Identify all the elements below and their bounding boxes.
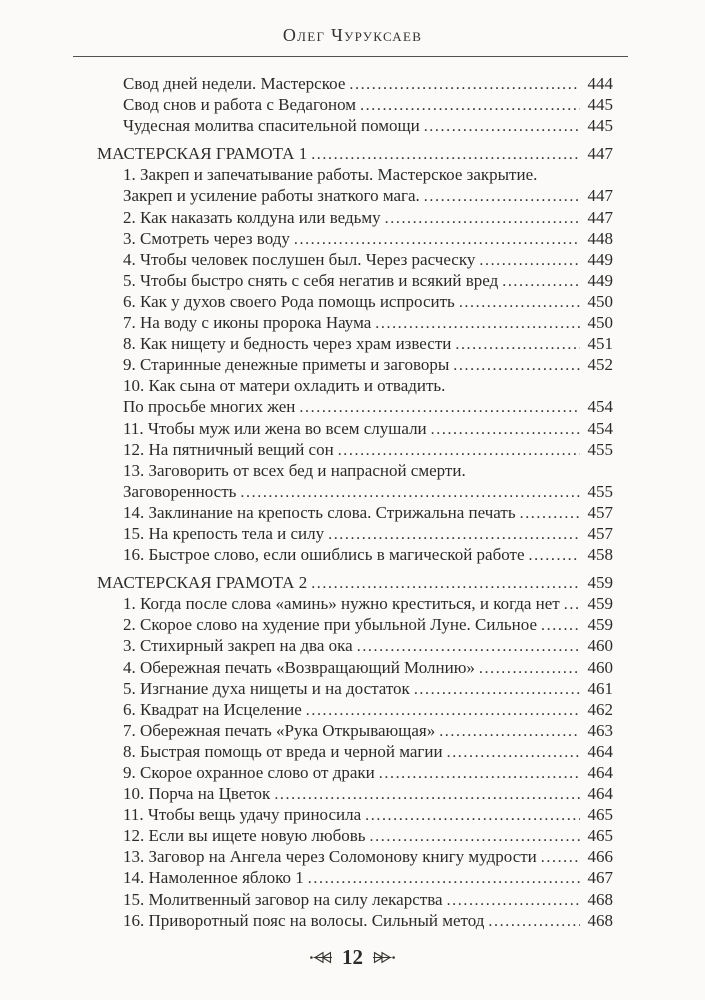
toc-row	[0, 481, 705, 502]
dot-leader	[379, 763, 580, 784]
toc-row	[0, 375, 705, 396]
toc-page-number: 464	[587, 741, 613, 761]
toc-row	[0, 678, 705, 699]
toc-page-number: 466	[587, 847, 613, 867]
toc-entry-title: 16. Быстрое слово, если ошиблись в магической работе	[123, 545, 525, 565]
arrow-fleuron-left-icon	[310, 951, 333, 964]
toc-row	[0, 825, 705, 846]
toc-row	[0, 270, 705, 291]
toc-entry-title: 8. Быстрая помощь от вреда и черной магии	[123, 741, 443, 761]
dot-leader	[365, 805, 580, 826]
toc-page-number: 455	[587, 481, 613, 501]
toc-entry-title: 11. Чтобы муж или жена во всем слушали	[123, 418, 427, 438]
toc-entry-title: 3. Стихирный закреп на два ока	[123, 636, 353, 656]
toc-page-number: 445	[587, 95, 613, 115]
toc-page-number: 460	[587, 636, 613, 656]
toc-row	[0, 73, 705, 94]
toc-page-number: 454	[587, 397, 613, 417]
toc-page-number: 459	[587, 573, 613, 593]
toc-entry-title: 7. Обережная печать «Рука Открывающая»	[123, 720, 436, 740]
toc-page-number: 444	[587, 74, 613, 93]
dot-leader	[385, 208, 580, 229]
header-rule	[73, 56, 628, 57]
toc-entry-title: 15. Молитвенный заговор на силу лекарства	[123, 889, 443, 909]
dot-leader	[424, 116, 580, 137]
toc-entry-title: 2. Скорое слово на худение при убыльной Луне. Сильное	[123, 615, 538, 635]
toc-page-number: 452	[587, 355, 613, 375]
toc-page-number: 447	[587, 186, 613, 206]
dot-leader	[488, 911, 580, 932]
toc-entry-title: 7. На воду с иконы пророка Наума	[123, 313, 372, 333]
toc-page-number: 451	[587, 334, 613, 354]
toc-row	[0, 910, 705, 931]
toc-page-number: 459	[587, 615, 613, 635]
toc-row	[0, 291, 705, 312]
toc-row	[0, 418, 705, 439]
toc-page-number: 461	[587, 678, 613, 698]
toc-entry-title: 5. Чтобы быстро снять с себя негатив и всякий вред	[123, 270, 499, 290]
toc-entry-title: 16. Приворотный пояс на волосы. Сильный метод	[123, 910, 485, 930]
dot-leader	[447, 742, 580, 763]
dot-leader	[306, 700, 580, 721]
toc-entry-title: 5. Изгнание духа нищеты и на достаток	[123, 678, 410, 698]
toc-page-number: 467	[587, 868, 613, 888]
toc-page-number: 455	[587, 439, 613, 459]
dot-leader	[479, 250, 580, 271]
dot-leader	[240, 482, 580, 503]
toc-page-number: 447	[587, 144, 613, 164]
dot-leader	[424, 186, 580, 207]
running-header-author: Олег Чуруксаев	[282, 25, 423, 45]
toc-entry-title: 13. Заговор на Ангела через Соломонову книгу мудрости	[123, 847, 537, 867]
dot-leader	[541, 847, 580, 868]
dot-leader	[431, 419, 580, 440]
toc-page-number: 468	[587, 910, 613, 930]
toc-row	[0, 333, 705, 354]
dot-leader	[328, 524, 580, 545]
toc-section-row	[0, 143, 705, 164]
dot-leader	[375, 313, 580, 334]
toc-page-number: 459	[587, 594, 613, 614]
toc-entry-title: 9. Скорое охранное слово от драки	[123, 763, 375, 782]
toc-row	[0, 889, 705, 910]
toc-entry-title: 12. На пятничный вещий сон	[123, 439, 334, 459]
dot-leader	[528, 545, 580, 566]
dot-leader	[453, 355, 580, 376]
toc-section-row	[0, 572, 705, 593]
toc-row	[0, 544, 705, 565]
toc-page-number: 462	[587, 699, 613, 719]
toc-row	[0, 846, 705, 867]
toc-entry-title: 1. Когда после слова «аминь» нужно креститься, и когда нет	[123, 594, 560, 614]
dot-leader	[357, 636, 580, 657]
toc-entry-title: 15. На крепость тела и силу	[123, 523, 325, 543]
dot-leader	[311, 573, 580, 594]
toc-row	[0, 720, 705, 741]
toc-entry-title: 10. Порча на Цветок	[123, 784, 271, 804]
toc-page-number: 464	[587, 763, 613, 782]
toc-row	[0, 502, 705, 523]
toc-entry-title: 6. Квадрат на Исцеление	[123, 699, 302, 719]
toc-row	[0, 460, 705, 481]
toc-page-number: 463	[587, 720, 613, 740]
dot-leader	[360, 95, 580, 116]
dot-leader	[564, 594, 580, 615]
toc-row	[0, 312, 705, 333]
toc-row	[0, 635, 705, 656]
toc-entry-title: 2. Как наказать колдуна или ведьму	[123, 207, 381, 227]
toc-entry-title: МАСТЕРСКАЯ ГРАМОТА 1	[97, 144, 308, 164]
dot-leader	[414, 679, 580, 700]
dot-leader	[520, 503, 580, 524]
dot-leader	[479, 658, 580, 679]
toc-row	[0, 249, 705, 270]
toc-row	[0, 614, 705, 635]
toc-page-number: 450	[587, 313, 613, 333]
toc-entry-title: Свод снов и работа с Ведагоном	[123, 95, 357, 115]
toc-entry-title: 9. Старинные денежные приметы и заговоры	[123, 355, 450, 375]
dot-leader	[274, 784, 580, 805]
dot-leader	[459, 292, 580, 313]
toc-entry-title: 12. Если вы ищете новую любовь	[123, 826, 366, 846]
arrow-fleuron-right-icon	[372, 951, 395, 964]
toc-page-number: 449	[587, 270, 613, 290]
dot-leader	[338, 440, 580, 461]
dot-leader	[308, 868, 580, 889]
dot-leader	[447, 890, 580, 911]
toc-page-number: 449	[587, 249, 613, 269]
toc-row	[0, 439, 705, 460]
table-of-contents	[0, 73, 705, 931]
toc-page-number: 448	[587, 228, 613, 248]
dot-leader	[294, 229, 580, 250]
dot-leader	[502, 271, 580, 292]
toc-row	[0, 115, 705, 136]
toc-row	[0, 741, 705, 762]
toc-row	[0, 657, 705, 678]
toc-entry-title: 8. Как нищету и бедность через храм извести	[123, 334, 452, 354]
toc-page-number: 464	[587, 784, 613, 804]
toc-page-number: 465	[587, 826, 613, 846]
toc-entry-title: 10. Как сына от матери охладить и отвадить.	[123, 376, 446, 396]
toc-page-number: 457	[587, 502, 613, 522]
toc-entry-title: По просьбе многих жен	[123, 397, 296, 417]
toc-entry-title: Чудесная молитва спасительной помощи	[123, 116, 420, 136]
toc-entry-title: Свод дней недели. Мастерское	[123, 74, 346, 93]
toc-entry-title: 4. Обережная печать «Возвращающий Молнию»	[123, 657, 475, 677]
toc-entry-title: Закреп и усиление работы знаткого мага.	[123, 186, 420, 206]
dot-leader	[455, 334, 580, 355]
toc-row	[0, 164, 705, 185]
toc-entry-title: 1. Закреп и запечатывание работы. Мастерское закрытие.	[123, 165, 538, 185]
dot-leader	[370, 826, 580, 847]
toc-row	[0, 699, 705, 720]
toc-row	[0, 94, 705, 115]
dot-leader	[349, 74, 580, 95]
toc-row	[0, 523, 705, 544]
page-footer	[0, 944, 705, 970]
toc-entry-title: 13. Заговорить от всех бед и напрасной смерти.	[123, 460, 466, 480]
toc-row	[0, 354, 705, 375]
toc-entry-title: МАСТЕРСКАЯ ГРАМОТА 2	[97, 573, 308, 593]
toc-page-number: 458	[587, 545, 613, 565]
toc-page-number: 465	[587, 805, 613, 825]
toc-row	[0, 593, 705, 614]
toc-row	[0, 867, 705, 888]
toc-entry-title: 4. Чтобы человек послушен был. Через расческу	[123, 249, 476, 269]
dot-leader	[439, 721, 580, 742]
toc-page-number: 450	[587, 291, 613, 311]
toc-row	[0, 804, 705, 825]
dot-leader	[299, 397, 580, 418]
dot-leader	[541, 615, 580, 636]
toc-row	[0, 207, 705, 228]
toc-row	[0, 228, 705, 249]
toc-entry-title: 3. Смотреть через воду	[123, 228, 290, 248]
toc-entry-title: 14. Заклинание на крепость слова. Стрижальна печать	[123, 502, 516, 522]
toc-entry-title: 6. Как у духов своего Рода помощь испросить	[123, 291, 455, 311]
toc-page-number: 460	[587, 657, 613, 677]
toc-page-number: 445	[587, 116, 613, 136]
toc-entry-title: 14. Намоленное яблоко 1	[123, 868, 304, 888]
toc-page-number: 454	[587, 418, 613, 438]
toc-row	[0, 762, 705, 783]
toc-row	[0, 783, 705, 804]
dot-leader	[311, 144, 580, 165]
toc-page-number: 447	[587, 207, 613, 227]
toc-page-number: 468	[587, 889, 613, 909]
toc-entry-title: Заговоренность	[123, 481, 237, 501]
toc-row	[0, 185, 705, 206]
toc-page-number: 457	[587, 523, 613, 543]
footer-page-number: 12	[342, 945, 363, 969]
toc-entry-title: 11. Чтобы вещь удачу приносила	[123, 805, 362, 825]
toc-row	[0, 396, 705, 417]
